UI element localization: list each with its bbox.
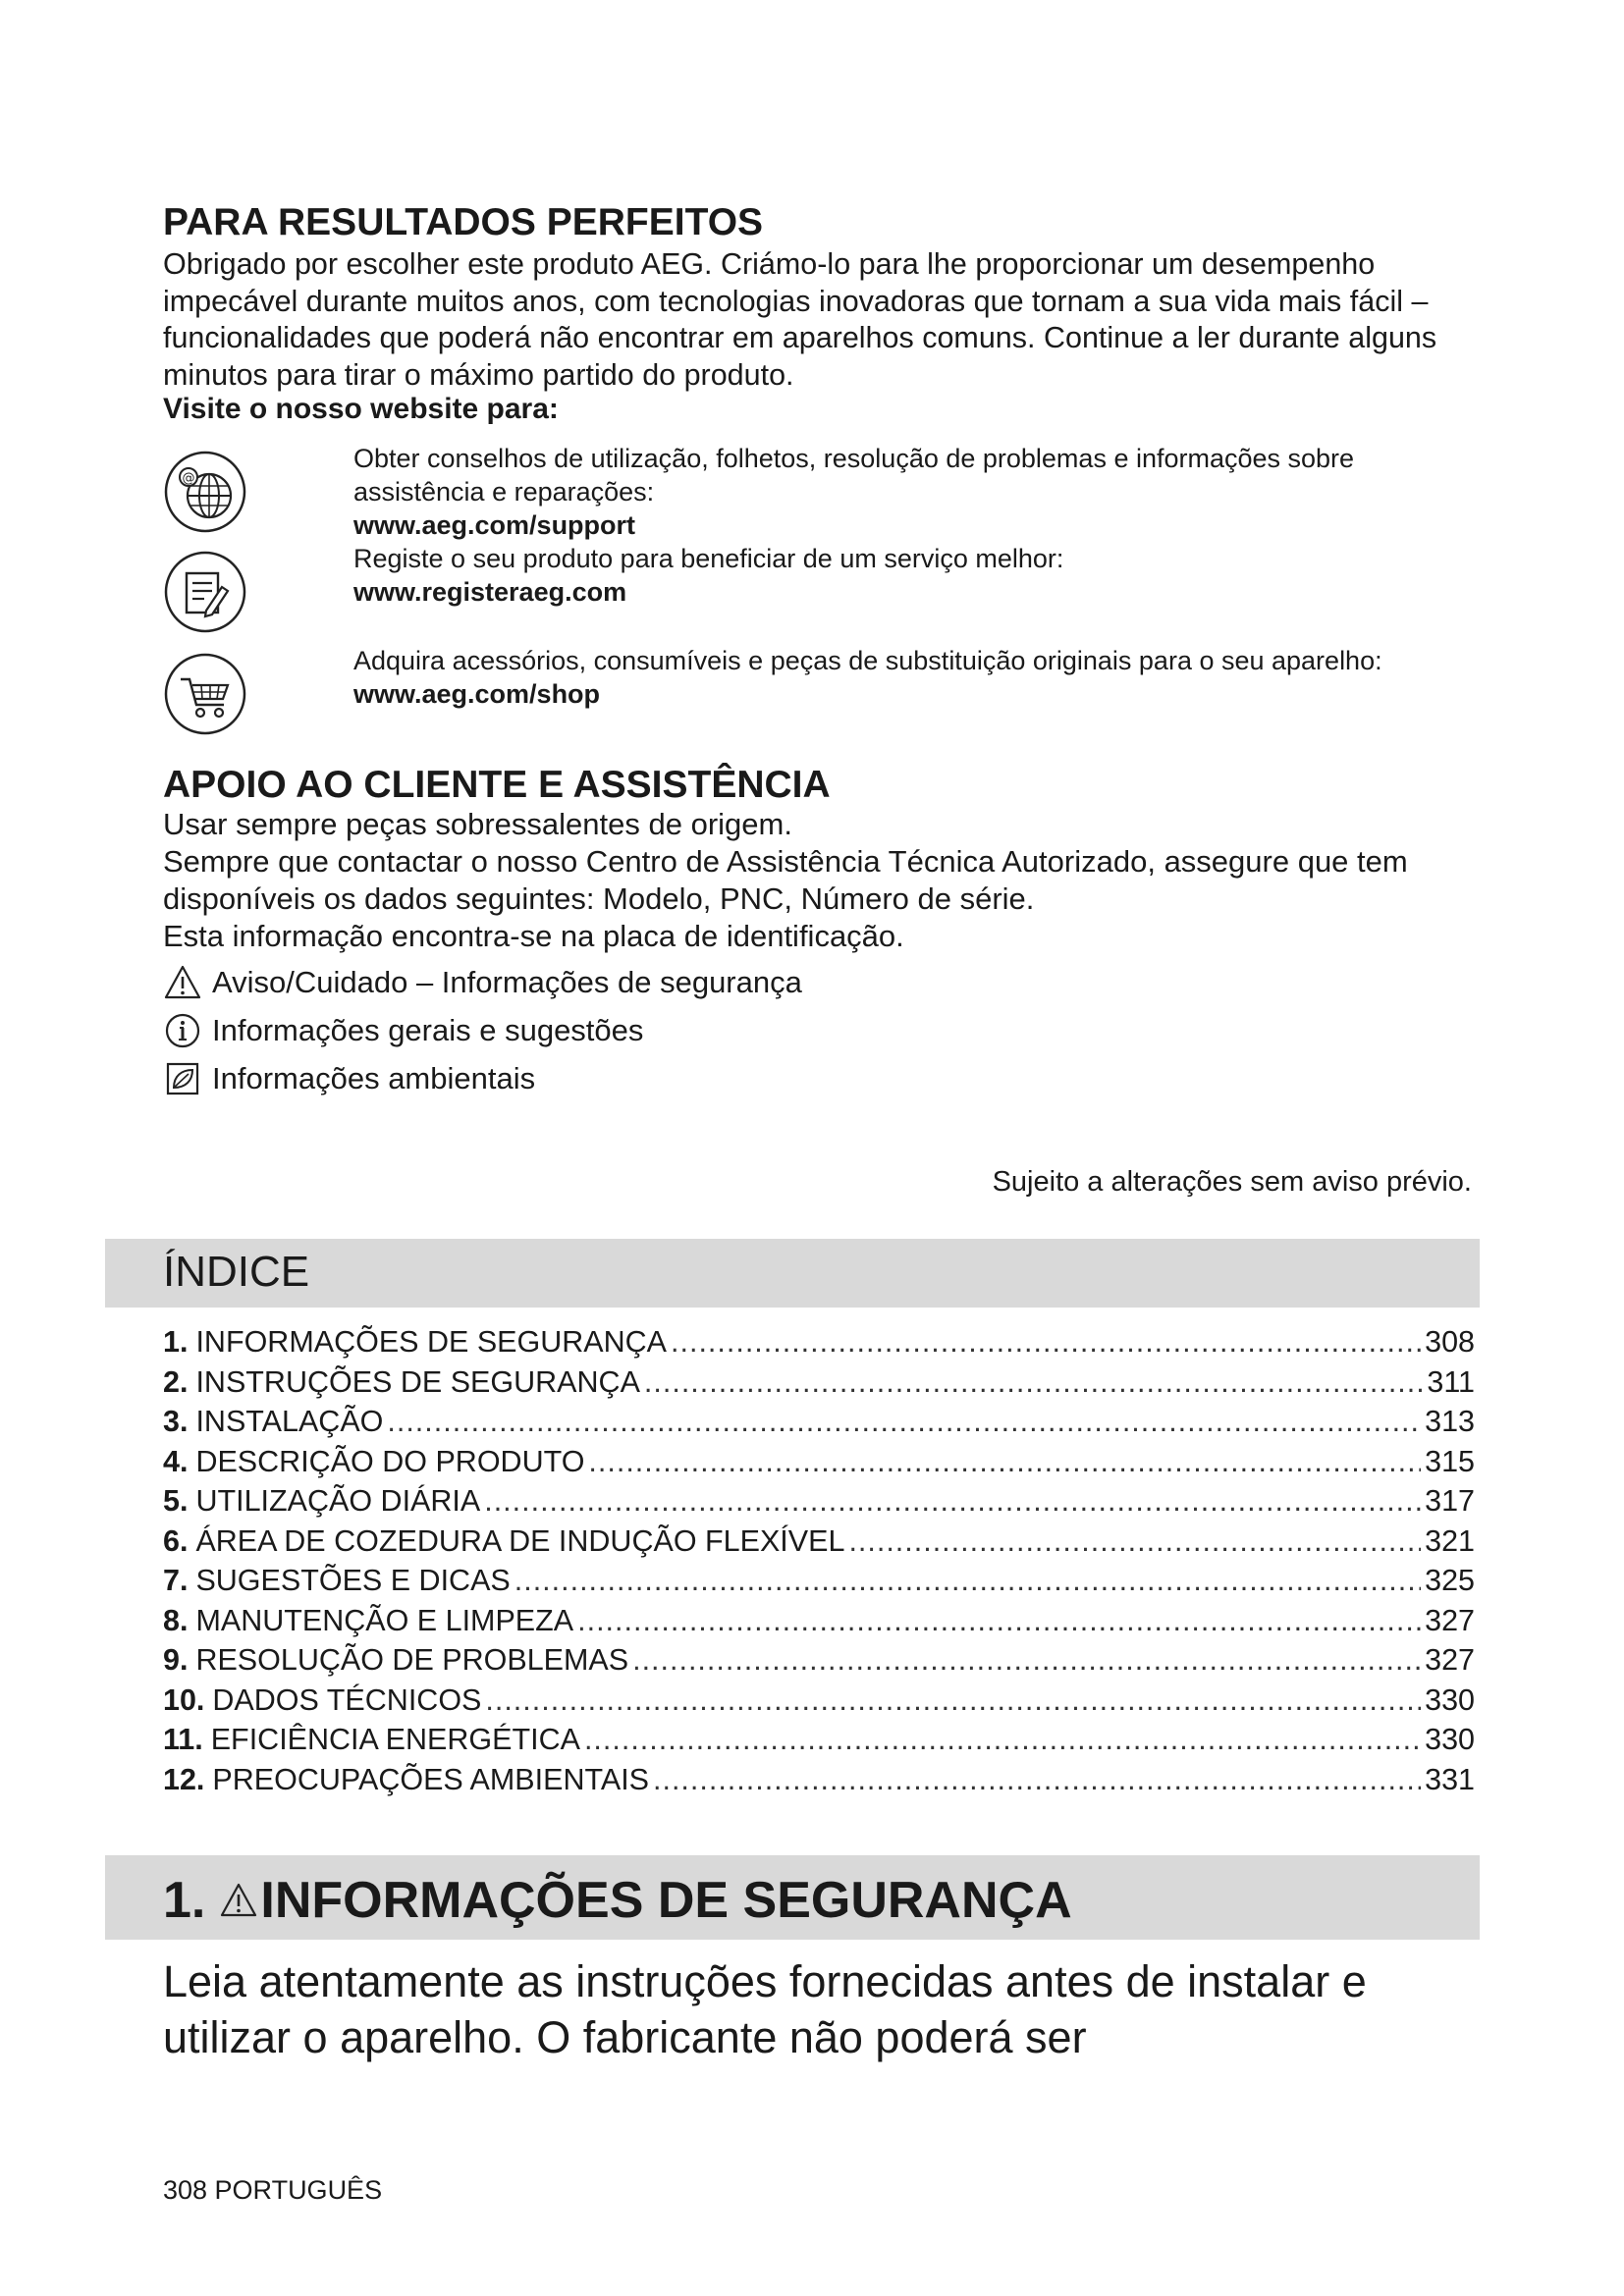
warning-icon bbox=[163, 963, 202, 1002]
svg-text:@: @ bbox=[182, 471, 195, 486]
toc-entry[interactable] bbox=[163, 1325, 1475, 1365]
legend-warning-text: Aviso/Cuidado – Informações de segurança bbox=[212, 965, 802, 999]
toc-leader bbox=[387, 1405, 1421, 1439]
support-text: Obter conselhos de utilização, folhetos, resolução de problemas e informações sobre assistência e reparações: bbox=[353, 444, 1355, 507]
toc-entry[interactable] bbox=[163, 1484, 1475, 1524]
toc-title: SUGESTÕES E DICAS bbox=[195, 1564, 511, 1597]
toc-entry[interactable] bbox=[163, 1723, 1475, 1763]
results-intro: Obrigado por escolher este produto AEG. Criámo-lo para lhe proporcionar um desempenho impecável durante muitos anos, com tecnologias inovadoras que tornam a sua vida mais fácil – funcionalidades que poderá não encontrar em aparelhos comuns. Continue a ler durante alguns minutos para tirar o máximo partido do produto. bbox=[163, 247, 1437, 392]
visit-label: Visite o nosso website para: bbox=[163, 393, 559, 425]
toc-entry[interactable] bbox=[163, 1643, 1475, 1683]
toc-entry[interactable] bbox=[163, 1683, 1475, 1724]
legend-environment-text: Informações ambientais bbox=[212, 1061, 536, 1095]
toc-page: 311 bbox=[1427, 1364, 1475, 1399]
toc-title: EFICIÊNCIA ENERGÉTICA bbox=[210, 1723, 580, 1756]
leaf-icon bbox=[163, 1059, 202, 1098]
toc-title: PREOCUPAÇÕES AMBIENTAIS bbox=[212, 1762, 650, 1796]
register-text: Registe o seu produto para beneficiar de um serviço melhor: bbox=[353, 544, 1064, 573]
support-link[interactable]: www.aeg.com/support bbox=[353, 510, 636, 540]
toc-leader bbox=[632, 1643, 1421, 1678]
toc-number: 1. bbox=[163, 1325, 189, 1359]
toc-number: 10. bbox=[163, 1682, 205, 1717]
warning-icon bbox=[219, 1881, 258, 1920]
toc-number: 9. bbox=[163, 1643, 189, 1677]
toc-number: 7. bbox=[163, 1564, 189, 1597]
table-of-contents bbox=[163, 1325, 1475, 1802]
toc-page: 330 bbox=[1425, 1682, 1475, 1717]
page-footer: 308 PORTUGUÊS bbox=[163, 2175, 383, 2205]
toc-leader bbox=[485, 1683, 1421, 1718]
toc-number: 12. bbox=[163, 1762, 205, 1796]
section-title bbox=[163, 1871, 1072, 1930]
toc-number: 5. bbox=[163, 1484, 189, 1518]
toc-leader bbox=[848, 1524, 1421, 1559]
shop-link[interactable]: www.aeg.com/shop bbox=[353, 679, 601, 709]
toc-title: RESOLUÇÃO DE PROBLEMAS bbox=[195, 1643, 629, 1677]
toc-page: 321 bbox=[1425, 1523, 1475, 1558]
toc-entry[interactable] bbox=[163, 1405, 1475, 1445]
toc-title: INSTALAÇÃO bbox=[195, 1405, 384, 1438]
toc-leader bbox=[588, 1445, 1421, 1479]
register-icon bbox=[163, 550, 247, 634]
toc-page: 325 bbox=[1425, 1564, 1475, 1597]
toc-page: 317 bbox=[1425, 1484, 1475, 1518]
legend-info-text: Informações gerais e sugestões bbox=[212, 1013, 644, 1047]
toc-title: MANUTENÇÃO E LIMPEZA bbox=[195, 1603, 574, 1637]
toc-leader bbox=[653, 1763, 1421, 1797]
toc-title: ÁREA DE COZEDURA DE INDUÇÃO FLEXÍVEL bbox=[195, 1523, 845, 1558]
register-link[interactable]: www.registeraeg.com bbox=[353, 577, 627, 607]
toc-number: 6. bbox=[163, 1523, 189, 1558]
toc-entry[interactable] bbox=[163, 1365, 1475, 1406]
toc-leader bbox=[584, 1723, 1421, 1757]
index-band bbox=[105, 1239, 1480, 1308]
toc-leader bbox=[671, 1325, 1421, 1360]
cart-icon bbox=[163, 652, 247, 736]
globe-icon bbox=[163, 450, 247, 534]
toc-page: 331 bbox=[1425, 1762, 1475, 1796]
toc-leader bbox=[577, 1604, 1421, 1638]
legend-environment bbox=[163, 1059, 535, 1098]
toc-number: 4. bbox=[163, 1444, 189, 1478]
toc-title: DADOS TÉCNICOS bbox=[212, 1682, 482, 1717]
toc-leader bbox=[644, 1365, 1423, 1400]
toc-title: DESCRIÇÃO DO PRODUTO bbox=[195, 1444, 585, 1478]
toc-entry[interactable] bbox=[163, 1564, 1475, 1604]
toc-page: 327 bbox=[1425, 1603, 1475, 1637]
change-notice: Sujeito a alterações sem aviso prévio. bbox=[992, 1166, 1472, 1198]
toc-leader bbox=[514, 1564, 1421, 1598]
shop-block bbox=[353, 644, 1483, 711]
support-body: Usar sempre peças sobressalentes de origem. Sempre que contactar o nosso Centro de Assistência Técnica Autorizado, assegure que tem disponíveis os dados seguintes: Modelo, PNC, Número de série. Esta informação encontra-se na placa de identificação. bbox=[163, 807, 1408, 953]
results-heading: PARA RESULTADOS PERFEITOS bbox=[163, 201, 764, 243]
section-number: 1. bbox=[163, 1872, 206, 1929]
toc-entry[interactable] bbox=[163, 1524, 1475, 1565]
toc-title: INFORMAÇÕES DE SEGURANÇA bbox=[195, 1325, 668, 1359]
toc-title: INSTRUÇÕES DE SEGURANÇA bbox=[195, 1364, 640, 1399]
section-heading-text: INFORMAÇÕES DE SEGURANÇA bbox=[260, 1872, 1072, 1929]
legend-info bbox=[163, 1011, 643, 1050]
toc-page: 327 bbox=[1425, 1643, 1475, 1677]
toc-page: 330 bbox=[1425, 1723, 1475, 1756]
support-heading: APOIO AO CLIENTE E ASSISTÊNCIA bbox=[163, 764, 831, 806]
toc-page: 308 bbox=[1425, 1325, 1475, 1359]
toc-number: 2. bbox=[163, 1364, 189, 1399]
shop-text: Adquira acessórios, consumíveis e peças de substituição originais para o seu aparelho: bbox=[353, 646, 1382, 675]
toc-leader bbox=[484, 1484, 1421, 1519]
info-icon bbox=[163, 1011, 202, 1050]
support-block bbox=[353, 442, 1483, 609]
toc-page: 313 bbox=[1425, 1405, 1475, 1438]
section-body: Leia atentamente as instruções fornecidas antes de instalar e utilizar o aparelho. O fabricante não poderá ser bbox=[163, 1956, 1367, 2062]
toc-page: 315 bbox=[1425, 1444, 1475, 1478]
toc-entry[interactable] bbox=[163, 1445, 1475, 1485]
toc-entry[interactable] bbox=[163, 1604, 1475, 1644]
index-title: ÍNDICE bbox=[163, 1248, 310, 1296]
toc-entry[interactable] bbox=[163, 1763, 1475, 1803]
legend-warning bbox=[163, 963, 802, 1002]
toc-number: 8. bbox=[163, 1603, 189, 1637]
toc-number: 11. bbox=[163, 1723, 203, 1756]
toc-title: UTILIZAÇÃO DIÁRIA bbox=[195, 1484, 481, 1518]
toc-number: 3. bbox=[163, 1405, 189, 1438]
